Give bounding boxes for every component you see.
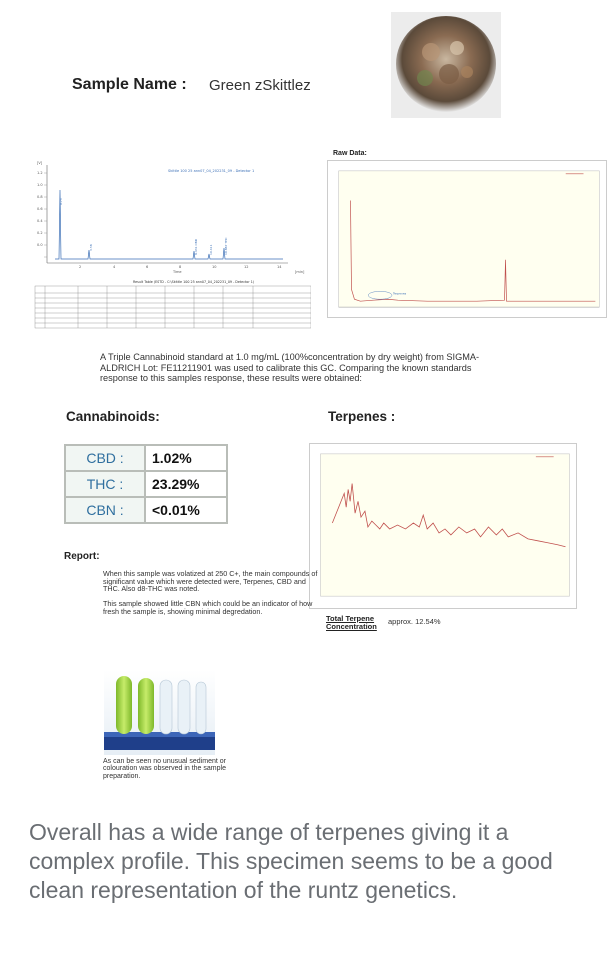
- svg-text:10.411: 10.411: [209, 244, 213, 255]
- svg-text:[V]: [V]: [37, 161, 43, 165]
- svg-text:1.2: 1.2: [37, 171, 43, 175]
- report-paragraph-2: This sample showed little CBN which could be an indicator of how fresh the sample is, showing minimal degredation.: [103, 599, 313, 616]
- svg-text:0.8: 0.8: [37, 195, 43, 199]
- svg-text:14: 14: [277, 265, 282, 269]
- svg-text:8: 8: [179, 265, 182, 269]
- report-heading: Report:: [64, 551, 100, 562]
- svg-text:3.58: 3.58: [89, 244, 93, 251]
- svg-text:10.887 THC: 10.887 THC: [224, 237, 228, 255]
- cannabinoids-heading: Cannabinoids:: [66, 409, 160, 424]
- svg-text:10: 10: [212, 265, 217, 269]
- svg-text:0.2: 0.2: [37, 231, 43, 235]
- table-row: [65, 445, 227, 471]
- standard-note: A Triple Cannabinoid standard at 1.0 mg/mL (100%concentration by dry weight) from SIGMA-ALDRICH Lot: FE11211901 was used to calibrate this GC. Comparing the known standards response to this samples response, these results were obtained:: [100, 352, 480, 384]
- raw-data-title: Raw Data:: [333, 150, 367, 157]
- svg-text:6: 6: [146, 265, 149, 269]
- svg-text:Result Table (ESTD - C:\Skittl: Result Table (ESTD - C:\Skittle 100 25 ann07_04_202231_09 - Detector 1): [133, 280, 255, 284]
- cbn-value: <0.01%: [145, 497, 227, 523]
- chromatogram-panel: [33, 155, 311, 330]
- tubes-caption: As can be seen no unusual sediment or colouration was observed in the sample preparation.: [103, 758, 226, 780]
- raw-data-chart: [327, 160, 607, 318]
- svg-text:0.4: 0.4: [37, 219, 43, 223]
- table-row: [65, 471, 227, 497]
- thc-value: 23.29%: [145, 471, 227, 497]
- svg-text:12: 12: [244, 265, 249, 269]
- cbd-label: CBD :: [65, 445, 145, 471]
- cbd-value: 1.02%: [145, 445, 227, 471]
- svg-text:[min]: [min]: [295, 270, 305, 274]
- svg-text:Skittle 100 25 ann07_04_202231: Skittle 100 25 ann07_04_202231_09 - Detector 1: [168, 169, 255, 173]
- sample-photo: [391, 12, 501, 118]
- svg-text:0.6: 0.6: [37, 207, 43, 211]
- svg-text:2: 2: [79, 265, 82, 269]
- cannabinoid-table: [64, 444, 228, 524]
- table-row: [65, 497, 227, 523]
- total-terpene-value: approx. 12.54%: [388, 617, 441, 626]
- thc-label: THC :: [65, 471, 145, 497]
- svg-text:0.0: 0.0: [37, 243, 43, 247]
- test-tubes-photo: [104, 670, 215, 755]
- svg-text:1.0: 1.0: [37, 183, 43, 187]
- svg-text:Time: Time: [173, 270, 182, 274]
- total-terpene-label-line2: Concentration: [326, 622, 377, 631]
- svg-text:0.73: 0.73: [59, 198, 63, 205]
- terpenes-heading: Terpenes :: [328, 409, 396, 424]
- total-terpene-label: [326, 615, 377, 631]
- raw-terpenes-annotation: Terpenes: [392, 291, 407, 296]
- total-terpene-label-line1: Total Terpene: [326, 614, 375, 623]
- terpene-chart: [309, 443, 577, 609]
- sample-name-value: Green zSkittlez: [209, 77, 311, 94]
- overall-summary: Overall has a wide range of terpenes giving it a complex profile. This specimen seems to be a good clean representation of the runtz genetics.: [29, 819, 553, 903]
- cbn-label: CBN :: [65, 497, 145, 523]
- svg-text:9.431 CBD: 9.431 CBD: [194, 238, 198, 255]
- svg-text:4: 4: [113, 265, 116, 269]
- sample-name-label: Sample Name :: [72, 76, 187, 93]
- report-paragraph-1: When this sample was volatized at 250 C+, the main compounds of significant value which were detected were, Terpenes, CBD and THC. Also d8-THC was noted.: [103, 569, 318, 594]
